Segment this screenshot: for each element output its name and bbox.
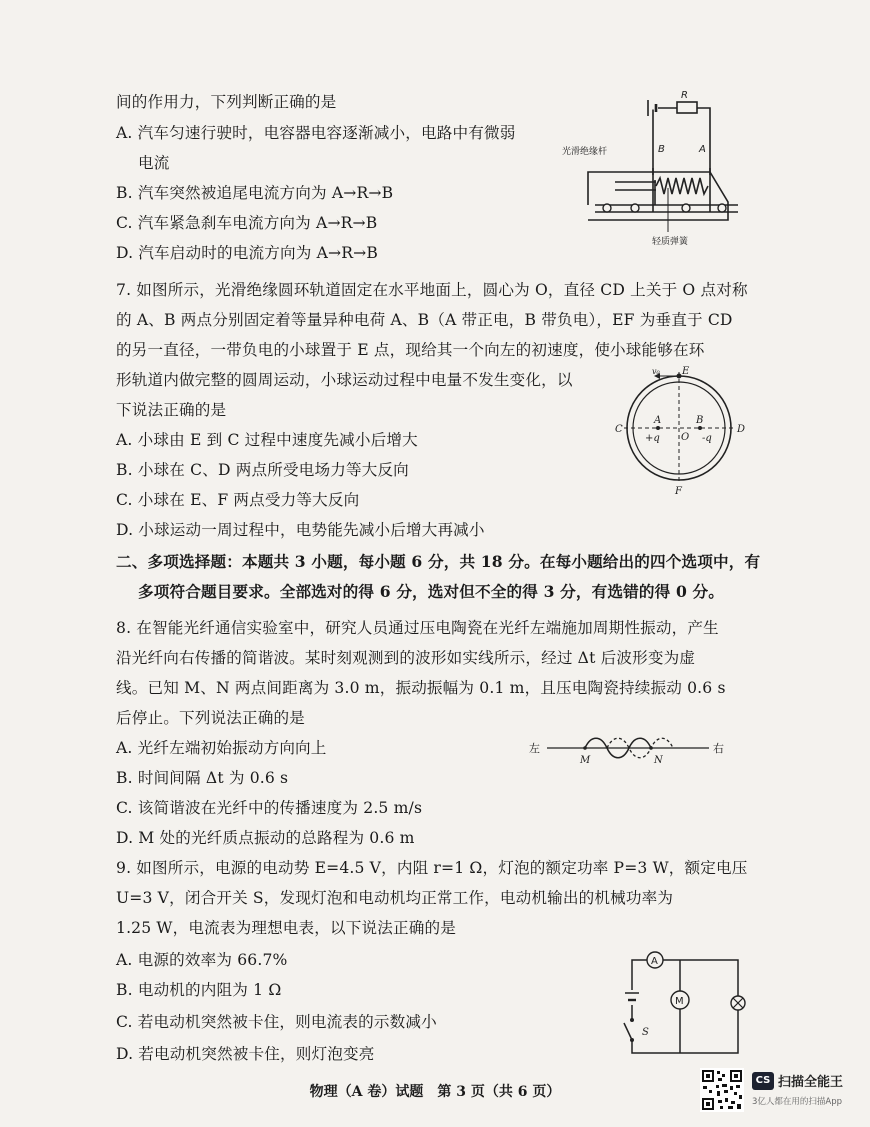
scanner-logo: CS [752,1072,774,1090]
q9-label-motor: M [675,996,684,1007]
q8-option-a: A. 光纤左端初始振动方向向上 [116,739,327,757]
q9-circuit-figure [620,945,750,1060]
q9-label-ammeter: A [651,956,658,967]
q7-label-a: A [654,415,662,426]
q7-label-e: E [682,366,690,377]
q6-label-spring: 轻质弹簧 [652,237,689,247]
q8-option-d: D. M 处的光纤质点振动的总路程为 0.6 m [116,829,415,847]
q9-option-a: A. 电源的效率为 66.7% [116,951,288,969]
q7-stem: 7. 如图所示，光滑绝缘圆环轨道固定在水平地面上，圆心为 O，直径 CD 上关于 O 点对称 [116,281,748,299]
q6-line: 间的作用力，下列判断正确的是 [116,93,337,111]
q7-label-b: B [696,415,704,426]
q7-option-a: A. 小球由 E 到 C 过程中速度先减小后增大 [116,431,418,449]
q7-stem: 的 A、B 两点分别固定着等量异种电荷 A、B（A 带正电，B 带负电），EF 为垂直于 CD [116,311,733,329]
q8-label-n: N [654,755,663,766]
q8-stem: 8. 在智能光纤通信实验室中，研究人员通过压电陶瓷在光纤左端施加周期性振动，产生 [116,619,719,637]
scanner-slogan: 3亿人都在用的扫描App [752,1097,843,1107]
q6-car-figure [560,80,750,270]
q6-option-b: B. 汽车突然被追尾电流方向为 A→R→B [116,184,394,202]
q9-label-switch: S [642,1027,649,1038]
q7-label-plus-q: +q [645,433,660,444]
q6-label-b: B [658,144,665,155]
q7-label-d: D [737,424,746,435]
q6-label-r: R [681,90,688,101]
q9-option-d: D. 若电动机突然被卡住，则灯泡变亮 [116,1045,375,1063]
q8-label-right: 右 [713,742,724,755]
q7-option-c: C. 小球在 E、F 两点受力等大反向 [116,491,360,509]
q9-option-b: B. 电动机的内阻为 1 Ω [116,981,282,999]
q8-label-left: 左 [529,742,540,755]
q8-label-m: M [580,755,591,766]
scanner-watermark [700,1068,865,1120]
q8-stem: 沿光纤向右传播的简谐波。某时刻观测到的波形如实线所示，经过 Δt 后波形变为虚 [116,649,696,667]
q7-ring-figure [612,366,752,496]
q7-stem: 形轨道内做完整的圆周运动，小球运动过程中电量不发生变化，以 [116,371,573,389]
section2-title: 二、多项选择题：本题共 3 小题，每小题 6 分，共 18 分。在每小题给出的四个选项中，有 [116,552,761,571]
q6-option-a: A. 汽车匀速行驶时，电容器电容逐渐减小，电路中有微弱 [116,124,516,142]
q9-stem: 9. 如图所示，电源的电动势 E=4.5 V，内阻 r=1 Ω，灯泡的额定功率 P=3 W，额定电压 [116,859,748,877]
q6-option-a-cont: 电流 [138,154,170,172]
q7-label-v0: v₀ [652,367,660,376]
q8-option-b: B. 时间间隔 Δt 为 0.6 s [116,769,289,787]
q9-stem: 1.25 W，电流表为理想电表，以下说法正确的是 [116,919,456,937]
q6-label-a: A [699,144,706,155]
qr-code-icon [700,1068,744,1112]
q6-option-d: D. 汽车启动时的电流方向为 A→R→B [116,244,378,262]
q7-label-f: F [675,486,682,496]
q6-label-rod: 光滑绝缘杆 [562,147,608,157]
page-footer: 物理（A 卷）试题 第 3 页（共 6 页） [309,1084,561,1100]
q8-option-c: C. 该简谐波在光纤中的传播速度为 2.5 m/s [116,799,423,817]
q8-stem: 后停止。下列说法正确的是 [116,709,305,727]
q9-stem: U=3 V，闭合开关 S，发现灯泡和电动机均正常工作，电动机输出的机械功率为 [116,889,674,907]
q7-stem: 的另一直径，一带负电的小球置于 E 点，现给其一个向左的初速度，使小球能够在环 [116,341,705,359]
q7-option-b: B. 小球在 C、D 两点所受电场力等大反向 [116,461,409,479]
q7-label-minus-q: -q [702,433,712,444]
q7-label-c: C [615,424,623,435]
q8-stem: 线。已知 M、N 两点间距离为 3.0 m，振动振幅为 0.1 m，且压电陶瓷持续振动 0.6 s [116,679,726,697]
q6-option-c: C. 汽车紧急刹车电流方向为 A→R→B [116,214,378,232]
q7-label-o: O [681,432,690,443]
q7-stem: 下说法正确的是 [116,401,227,419]
section2-rules: 多项符合题目要求。全部选对的得 6 分，选对但不全的得 3 分，有选错的得 0 分。 [138,582,725,601]
scanner-name: 扫描全能王 [778,1075,844,1090]
q9-option-c: C. 若电动机突然被卡住，则电流表的示数减小 [116,1013,437,1031]
q7-option-d: D. 小球运动一周过程中，电势能先减小后增大再减小 [116,521,485,539]
q8-wave-figure [525,730,725,770]
